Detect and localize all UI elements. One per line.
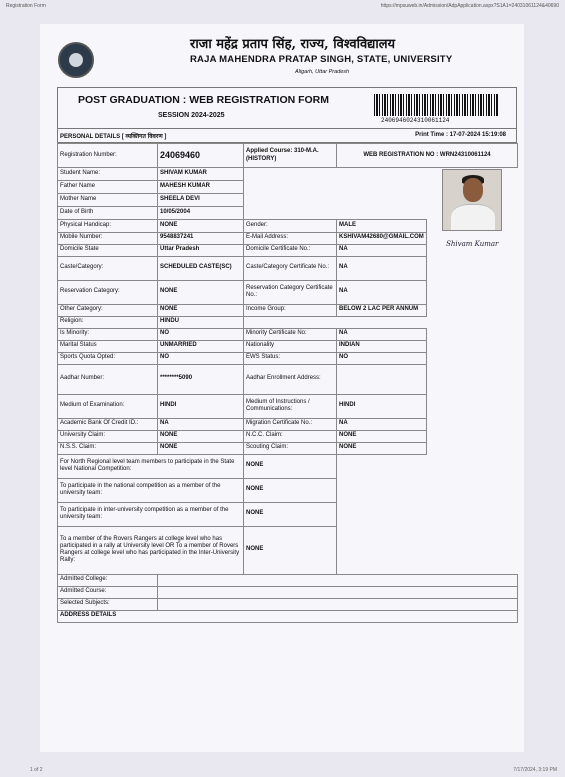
mobile-label: Mobile Number: <box>58 232 158 244</box>
migration-value: NA <box>337 418 427 430</box>
student-photo <box>442 169 502 231</box>
marital-value: UNMARRIED <box>158 340 244 352</box>
income-value: BELOW 2 LAC PER ANNUM <box>337 304 427 316</box>
reservation-cert-label: Reservation Category Certificate No.: <box>244 280 337 304</box>
other-category-value: NONE <box>158 304 244 316</box>
admitted-college-label: Admitted College: <box>58 574 158 586</box>
medium-instr-label: Medium of Instructions / Communications: <box>244 394 337 418</box>
table-row <box>58 232 518 244</box>
personal-details-table <box>57 143 518 623</box>
gender-label: Gender: <box>244 219 337 232</box>
registration-form-page <box>40 24 524 752</box>
reservation-value: NONE <box>158 280 244 304</box>
gender-value: MALE <box>337 219 427 232</box>
marital-label: Marital Status <box>58 340 158 352</box>
aadhar-enroll-value <box>337 364 427 394</box>
table-row <box>58 352 518 364</box>
minority-value: NO <box>158 328 244 340</box>
domicile-label: Domicile State <box>58 244 158 256</box>
university-emblem-icon <box>58 42 94 78</box>
religion-label: Religion: <box>58 316 158 328</box>
table-row <box>58 316 518 328</box>
reg-number-label: Registration Number: <box>58 144 158 168</box>
student-name-value: SHIVAM KUMAR <box>158 168 244 181</box>
migration-label: Migration Certificate No.: <box>244 418 337 430</box>
form-title: POST GRADUATION : WEB REGISTRATION FORM <box>78 94 330 106</box>
photo-cell <box>427 168 518 233</box>
table-row <box>58 526 518 574</box>
print-header-url: https://mpsuweb.in/Admission/AdpApplication.aspx?S1A1=24031061124&40690 <box>380 3 559 9</box>
print-header-title: Registration Form <box>6 3 46 9</box>
domicile-cert-label: Domicile Certificate No.: <box>244 244 337 256</box>
table-row <box>58 478 518 502</box>
aadhar-value: ********5090 <box>158 364 244 394</box>
domicile-value: Uttar Pradesh <box>158 244 244 256</box>
nationality-value: INDIAN <box>337 340 427 352</box>
browser-print-header <box>0 0 565 14</box>
scouting-claim-label: Scouting Claim: <box>244 442 337 454</box>
barcode-number: 2406946024310061124 <box>381 117 450 124</box>
medium-exam-label: Medium of Examination: <box>58 394 158 418</box>
table-row <box>58 418 518 430</box>
session-label: SESSION 2024-2025 <box>158 112 225 119</box>
mobile-value: 9548837241 <box>158 232 244 244</box>
email-value: KSHIVAM42680@GMAIL.COM <box>337 232 427 244</box>
table-row <box>58 430 518 442</box>
print-page-number: 1 of 2 <box>30 767 43 773</box>
form-title-box <box>57 87 517 143</box>
email-label: E-Mail Address: <box>244 232 337 244</box>
ncc-claim-label: N.C.C. Claim: <box>244 430 337 442</box>
abc-label: Academic Bank Of Credit ID.: <box>58 418 158 430</box>
abc-value: NA <box>158 418 244 430</box>
nss-claim-label: N.S.S. Claim: <box>58 442 158 454</box>
personal-details-header <box>58 128 516 143</box>
ncc-claim-value: NONE <box>337 430 427 442</box>
handicap-value: NONE <box>158 219 244 232</box>
aadhar-label: Aadhar Number: <box>58 364 158 394</box>
table-row <box>58 256 518 280</box>
table-row <box>58 144 518 168</box>
father-name-label: Father Name <box>58 180 158 193</box>
caste-cert-value: NA <box>337 256 427 280</box>
admitted-college-value <box>158 574 518 586</box>
nss-claim-value: NONE <box>158 442 244 454</box>
sports-value: NO <box>158 352 244 364</box>
print-datetime: 7/17/2024, 3:19 PM <box>513 767 557 773</box>
table-row <box>58 304 518 316</box>
university-name-english: RAJA MAHENDRA PRATAP SINGH, STATE, UNIVERSITY <box>190 54 453 65</box>
table-row <box>58 598 518 610</box>
inter-university-value: NONE <box>244 502 337 526</box>
handicap-label: Physical Handicap: <box>58 219 158 232</box>
medium-exam-value: HINDI <box>158 394 244 418</box>
other-category-label: Other Category: <box>58 304 158 316</box>
university-claim-value: NONE <box>158 430 244 442</box>
national-competition-value: NONE <box>244 478 337 502</box>
applied-course: Applied Course: 310-M.A. (HISTORY) <box>244 144 337 168</box>
table-row <box>58 586 518 598</box>
mother-name-value: SHEELA DEVI <box>158 193 244 206</box>
nationality-label: Nationality <box>244 340 337 352</box>
national-competition-label: To participate in the national competition as a member of the university team: <box>58 478 244 502</box>
caste-value: SCHEDULED CASTE(SC) <box>158 256 244 280</box>
scouting-claim-value: NONE <box>337 442 427 454</box>
table-row <box>58 168 518 181</box>
table-row <box>58 454 518 478</box>
aadhar-enroll-label: Aadhar Enrollment Address: <box>244 364 337 394</box>
table-row <box>58 502 518 526</box>
domicile-cert-value: NA <box>337 244 427 256</box>
north-regional-label: For North Regional level team members to participate in the State level National Competition: <box>58 454 244 478</box>
income-label: Income Group: <box>244 304 337 316</box>
selected-subjects-value <box>158 598 518 610</box>
student-name-label: Student Name: <box>58 168 158 181</box>
dob-value: 10/05/2004 <box>158 206 244 219</box>
university-claim-label: University Claim: <box>58 430 158 442</box>
dob-label: Date of Birth <box>58 206 158 219</box>
university-location: Aligarh, Uttar Pradesh <box>295 69 350 75</box>
table-row <box>58 340 518 352</box>
admitted-course-value <box>158 586 518 598</box>
university-name-hindi: राजा महेंद्र प्रताप सिंह, राज्य, विश्वविद्यालय <box>190 37 396 52</box>
browser-print-footer <box>0 763 565 777</box>
minority-cert-value: NA <box>337 328 427 340</box>
reservation-cert-value: NA <box>337 280 427 304</box>
religion-value: HINDU <box>158 316 244 328</box>
medium-instr-value: HINDI <box>337 394 427 418</box>
section-personal-details: PERSONAL DETAILS [ व्यक्तिगत विवरण ] <box>60 134 167 140</box>
caste-label: Caste/Category: <box>58 256 158 280</box>
ews-value: NO <box>337 352 427 364</box>
table-row <box>58 328 518 340</box>
reservation-label: Reservation Category: <box>58 280 158 304</box>
mother-name-label: Mother Name <box>58 193 158 206</box>
sports-label: Sports Quota Opted: <box>58 352 158 364</box>
table-row <box>58 364 518 394</box>
selected-subjects-label: Selected Subjects: <box>58 598 158 610</box>
reg-number-value: 24069460 <box>158 144 244 168</box>
father-name-value: MAHESH KUMAR <box>158 180 244 193</box>
minority-cert-label: Minority Certificate No: <box>244 328 337 340</box>
minority-label: Is Minority: <box>58 328 158 340</box>
print-time: Print Time : 17-07-2024 15:19:08 <box>415 132 506 138</box>
table-row <box>58 574 518 586</box>
university-header <box>40 24 524 86</box>
student-signature: Shivam Kumar <box>446 239 499 248</box>
caste-cert-label: Caste/Category Certificate No.: <box>244 256 337 280</box>
rovers-rangers-value: NONE <box>244 526 337 574</box>
table-row <box>58 280 518 304</box>
table-row <box>58 394 518 418</box>
signature-cell <box>427 232 518 256</box>
table-row <box>58 610 518 622</box>
address-details-header: ADDRESS DETAILS <box>58 610 518 622</box>
web-registration-no: WEB REGISTRATION NO : WRN24310061124 <box>337 144 518 168</box>
admitted-course-label: Admitted Course: <box>58 586 158 598</box>
table-row <box>58 442 518 454</box>
north-regional-value: NONE <box>244 454 337 478</box>
barcode-image <box>374 94 498 116</box>
rovers-rangers-label: To a member of the Rovers Rangers at college level who has participated in a rally at University level OR To a member of Rovers Rangers at college level who has participated in the Inter-University Rally: <box>58 526 244 574</box>
inter-university-label: To participate in inter-university competition as a member of the university team: <box>58 502 244 526</box>
ews-label: EWS Status: <box>244 352 337 364</box>
